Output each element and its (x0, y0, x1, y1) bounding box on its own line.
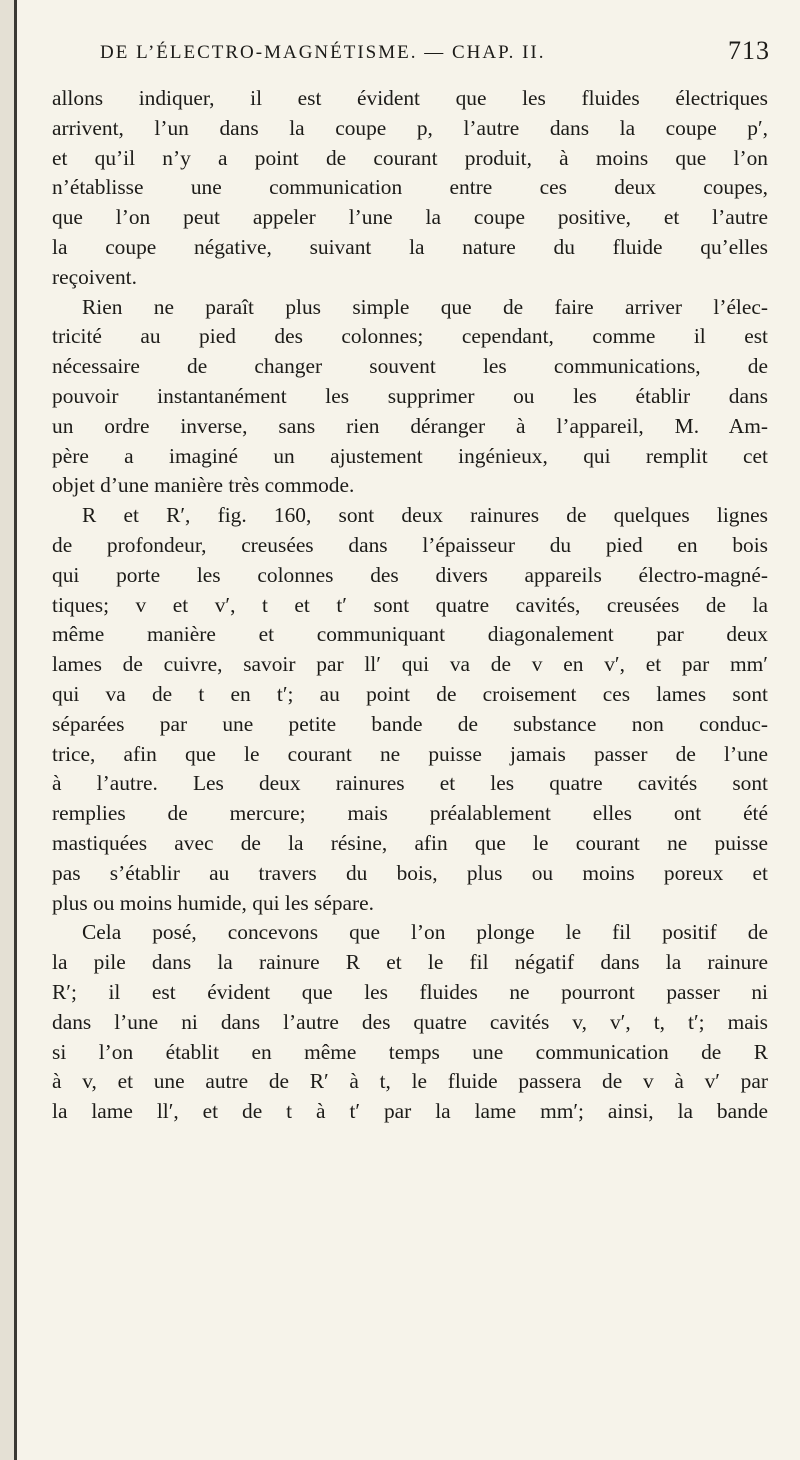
text-line: Cela posé, concevons que l’on plonge le fil positif de (82, 920, 768, 945)
paragraph-4 (52, 918, 768, 1127)
text-line: si l’on établit en même temps une communication de R (52, 1039, 768, 1064)
text-line: et qu’il n’y a point de courant produit, à moins que l’on (52, 145, 768, 170)
text-line: qui porte les colonnes des divers appareils électro-magné- (52, 562, 768, 587)
text-line: qui va de t en t′; au point de croisement ces lames sont (52, 681, 768, 706)
text-line: séparées par une petite bande de substance non conduc- (52, 711, 768, 736)
text-line: arrivent, l’un dans la coupe p, l’autre dans la coupe p′, (52, 115, 768, 140)
text-line: tiques; v et v′, t et t′ sont quatre cavités, creusées de la (52, 592, 768, 617)
text-line: la pile dans la rainure R et le fil négatif dans la rainure (52, 950, 768, 975)
text-line: plus ou moins humide, qui les sépare. (52, 890, 375, 915)
text-line: R′; il est évident que les fluides ne pourront passer ni (52, 979, 768, 1004)
text-line: n’établisse une communication entre ces deux coupes, (52, 175, 768, 200)
body-text (52, 84, 768, 1127)
text-line: à l’autre. Les deux rainures et les quatre cavités sont (52, 771, 768, 796)
text-line: pouvoir instantanément les supprimer ou les établir dans (52, 383, 768, 408)
text-line: de profondeur, creusées dans l’épaisseur du pied en bois (52, 532, 768, 557)
paragraph-1 (52, 84, 768, 293)
paragraph-2 (52, 293, 768, 502)
text-line: que l’on peut appeler l’une la coupe positive, et l’autre (52, 205, 768, 230)
text-line: tricité au pied des colonnes; cependant, comme il est (52, 324, 768, 349)
text-line: reçoivent. (52, 264, 137, 289)
text-line: mastiquées avec de la résine, afin que le courant ne puisse (52, 830, 768, 855)
running-head (100, 36, 770, 76)
text-line: Rien ne paraît plus simple que de faire arriver l’élec- (82, 294, 768, 319)
text-line: la coupe négative, suivant la nature du fluide qu’elles (52, 234, 768, 259)
text-line: pas s’établir au travers du bois, plus ou moins poreux et (52, 860, 768, 885)
text-line: dans l’une ni dans l’autre des quatre cavités v, v′, t, t′; mais (52, 1009, 768, 1034)
text-line: nécessaire de changer souvent les communications, de (52, 354, 768, 379)
text-line: trice, afin que le courant ne puisse jamais passer de l’une (52, 741, 768, 766)
page-binding-edge (14, 0, 17, 1460)
text-line: la lame ll′, et de t à t′ par la lame mm′; ainsi, la bande (52, 1099, 768, 1124)
running-head-title: DE L’ÉLECTRO-MAGNÉTISME. — CHAP. II. (100, 42, 546, 63)
text-line: à v, et une autre de R′ à t, le fluide passera de v à v′ par (52, 1069, 768, 1094)
gutter-shadow (0, 0, 14, 1460)
text-line: remplies de mercure; mais préalablement elles ont été (52, 801, 768, 826)
text-line: lames de cuivre, savoir par ll′ qui va de v en v′, et par mm′ (52, 652, 768, 677)
page-number: 713 (728, 36, 770, 65)
paragraph-3 (52, 501, 768, 918)
text-line: même manière et communiquant diagonalement par deux (52, 622, 768, 647)
text-line: R et R′, fig. 160, sont deux rainures de quelques lignes (82, 503, 768, 528)
text-line: allons indiquer, il est évident que les fluides électriques (52, 86, 768, 110)
text-line: objet d’une manière très commode. (52, 473, 355, 498)
text-line: un ordre inverse, sans rien déranger à l’appareil, M. Am- (52, 413, 768, 438)
text-line: père a imaginé un ajustement ingénieux, qui remplit cet (52, 443, 768, 468)
